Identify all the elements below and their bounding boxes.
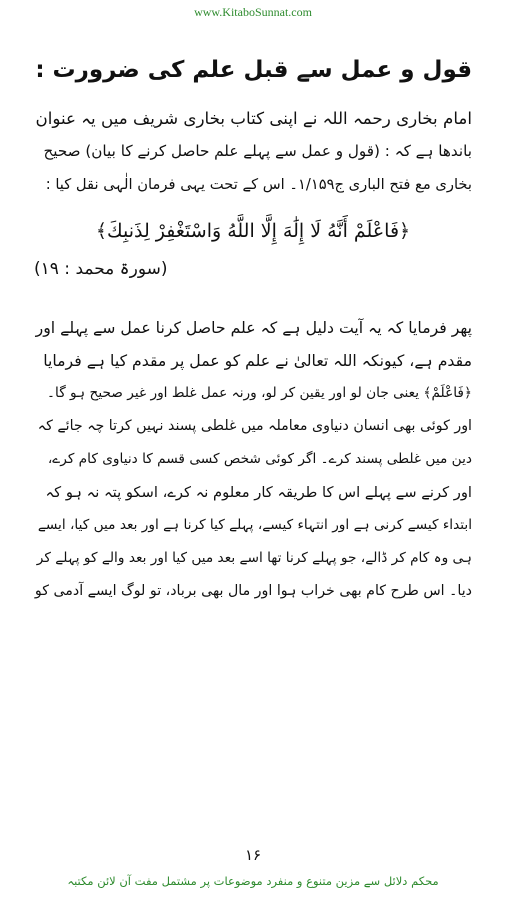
text-line: ہی وہ کام کر ڈالے، جو پہلے کرنا تھا اسے بعد میں کیا اور بعد والے کو پہلے کر — [36, 550, 472, 566]
text-line: پھر فرمایا کہ یہ آیت دلیل ہے کہ علم حاصل کرنا عمل سے پہلے اور — [35, 318, 472, 337]
page-content — [34, 52, 472, 608]
text-line: بخاری مع فتح الباری ج۱/۱۵۹۔ اس کے تحت یہی فرمان الٰہی نقل کیا : — [45, 176, 472, 193]
text-line: امام بخاری رحمہ اللہ نے اپنی کتاب بخاری شریف میں یہ عنوان — [35, 108, 472, 128]
text-line: ﴿فَاعْلَمْ﴾ یعنی جان لو اور یقین کر لو، ورنہ عمل غلط اور غیر صحیح ہو گا۔ — [47, 385, 472, 401]
footer-tagline: محکم دلائل سے مزین متنوع و منفرد موضوعات پر مشتمل مفت آن لائن مکتبہ — [67, 874, 439, 888]
paragraph-explanation — [34, 311, 472, 608]
quran-ayah: ﴿فَاعْلَمْ أَنَّهُ لَا إِلَٰهَ إِلَّا اللَّهُ وَاسْتَغْفِرْ لِذَنبِكَ﴾ — [95, 220, 411, 242]
ayah-reference: (سورۃ محمد : ۱۹) — [34, 259, 168, 279]
paragraph-intro — [34, 102, 472, 201]
page-number: ۱۶ — [244, 846, 262, 864]
text-line: دین میں غلطی پسند کرے۔ اگر کوئی شخص کسی قسم کا دنیاوی کام کرے، — [47, 451, 472, 467]
site-url[interactable]: www.KitaboSunnat.com — [194, 5, 312, 19]
text-line: ابتداء کیسے کرنی ہے اور انتہاء کیسے، پہلے کیا کرنا ہے اور بعد میں کیا، ایسے — [37, 517, 472, 533]
text-line: باندھا ہے کہ : (قول و عمل سے پہلے علم حاصل کرنے کا بیان) صحیح — [43, 142, 472, 160]
text-line: مقدم ہے، کیونکہ اللہ تعالیٰ نے علم کو عمل پر مقدم کیا ہے فرمایا — [43, 351, 472, 370]
text-line: دیا۔ اس طرح کام بھی خراب ہوا اور مال بھی برباد، تو لوگ ایسے آدمی کو — [34, 583, 472, 599]
text-line: اور کرنے سے پہلے اس کا طریقہ کار معلوم نہ کرے، اسکو پتہ نہ ہو کہ — [45, 484, 472, 501]
section-heading: قول و عمل سے قبل علم کی ضرورت : — [35, 57, 472, 83]
text-line: اور کوئی بھی انسان دنیاوی معاملہ میں غلطی پسند نہیں کرتا چہ جائے کہ — [37, 418, 472, 434]
